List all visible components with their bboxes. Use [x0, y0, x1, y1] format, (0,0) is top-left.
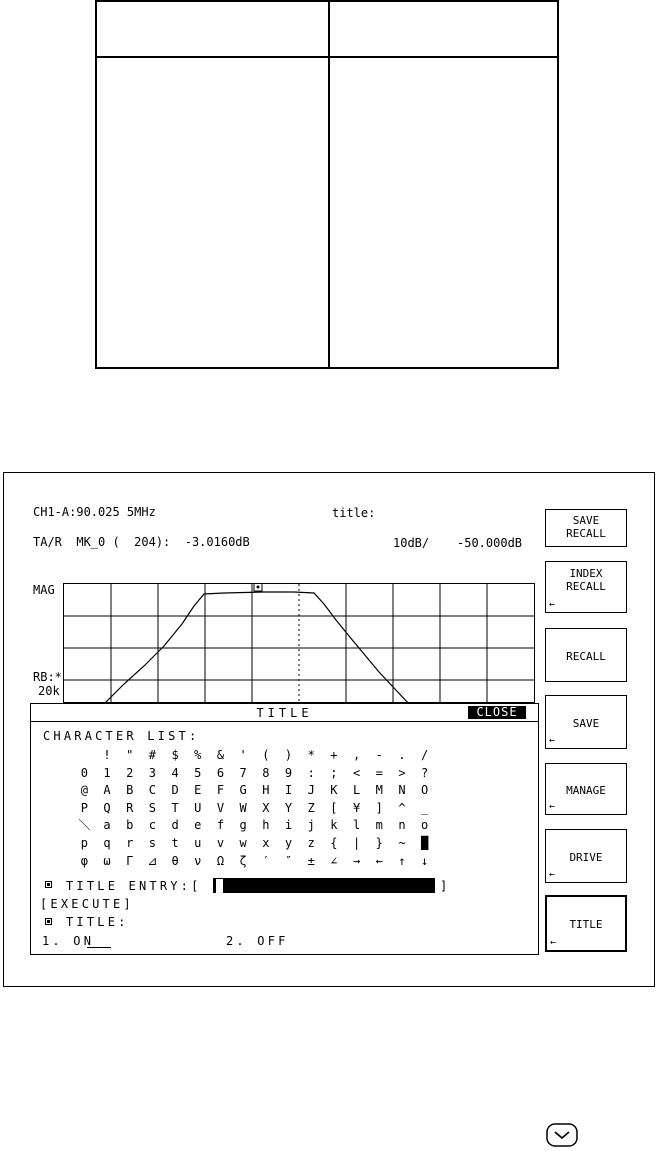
left-arrow-icon: ←	[549, 599, 556, 610]
character-key[interactable]: @	[80, 783, 88, 798]
character-key[interactable]: 9	[284, 765, 293, 780]
character-key[interactable]: ±	[307, 853, 315, 868]
character-row	[73, 800, 436, 818]
character-key[interactable]: ′	[262, 853, 270, 868]
title-switch-label: TITLE:	[66, 915, 129, 929]
character-key[interactable]: 0	[80, 765, 88, 780]
character-key[interactable]: E	[194, 783, 202, 798]
character-key[interactable]: ∠	[330, 853, 338, 868]
graticule	[64, 584, 535, 703]
title-on-option[interactable]	[42, 934, 94, 948]
left-arrow-icon: ←	[549, 735, 556, 746]
character-key[interactable]: ν	[194, 853, 202, 868]
character-key[interactable]: ζ	[239, 853, 247, 868]
character-key[interactable]: X	[262, 800, 270, 815]
character-key[interactable]: ω	[103, 853, 111, 868]
character-key[interactable]: M	[375, 783, 383, 798]
table-column-divider	[328, 2, 330, 367]
character-key[interactable]: x	[262, 835, 270, 850]
character-key[interactable]: ⊿	[147, 853, 158, 868]
character-key[interactable]: N	[398, 783, 406, 798]
character-key[interactable]: r	[126, 835, 134, 850]
character-key[interactable]: ^	[398, 800, 406, 815]
character-key[interactable]: 8	[262, 765, 270, 780]
character-key[interactable]: 4	[171, 765, 179, 780]
character-key[interactable]: -	[375, 748, 383, 762]
softkey-title[interactable]	[545, 895, 627, 952]
character-key[interactable]: <	[352, 765, 361, 780]
character-list-label: CHARACTER LIST:	[43, 729, 200, 743]
character-key[interactable]: Γ	[126, 853, 134, 868]
character-key[interactable]: =	[375, 765, 383, 780]
character-key[interactable]: o	[421, 818, 429, 833]
dialog-title: TITLE	[256, 706, 313, 720]
character-key[interactable]: y	[284, 835, 293, 850]
character-key[interactable]: >	[398, 765, 406, 780]
title-entry-input[interactable]	[213, 878, 435, 893]
rb-label: RB:*	[33, 670, 62, 684]
character-key[interactable]: )	[284, 748, 293, 762]
softkey-label: MANAGE	[566, 784, 606, 797]
character-key[interactable]: ＼	[78, 818, 91, 833]
character-key[interactable]: R	[126, 800, 134, 815]
character-key[interactable]: Y	[284, 800, 293, 815]
character-key[interactable]: T	[171, 800, 179, 815]
softkey-label: TITLE	[569, 918, 603, 931]
text-cursor	[216, 879, 223, 894]
character-key[interactable]: w	[239, 835, 247, 850]
character-key[interactable]: f	[216, 818, 225, 833]
character-key[interactable]: A	[103, 783, 111, 798]
softkey-recall[interactable]	[545, 628, 627, 682]
character-key[interactable]: .	[398, 748, 406, 762]
character-key[interactable]: L	[352, 783, 361, 798]
title-on-option-text: 1. ON	[42, 934, 95, 948]
character-key[interactable]: ~	[398, 835, 406, 850]
character-key[interactable]: 5	[194, 765, 202, 780]
character-key[interactable]: J	[307, 783, 315, 798]
character-key[interactable]: |	[352, 835, 361, 850]
title-entry-close-bracket: ]	[440, 879, 448, 893]
left-arrow-icon: ←	[549, 801, 556, 812]
character-key[interactable]: t	[171, 835, 179, 850]
title-entry-bullet-icon	[45, 881, 52, 888]
character-key[interactable]: m	[375, 818, 383, 833]
character-key[interactable]: F	[216, 783, 225, 798]
character-key[interactable]: ″	[284, 853, 293, 868]
character-key[interactable]: '	[239, 748, 247, 762]
character-key[interactable]: ↓	[421, 853, 429, 868]
left-arrow-icon: ←	[549, 869, 556, 880]
character-key[interactable]: K	[330, 783, 338, 798]
character-key[interactable]: W	[239, 800, 247, 815]
character-key[interactable]: b	[126, 818, 134, 833]
marker-readout: TA/R MK_0 ( 204): -3.0160dB	[33, 535, 250, 549]
character-key[interactable]: "	[126, 748, 134, 762]
character-row	[73, 835, 436, 853]
rb-value: 20k	[38, 684, 60, 698]
character-key[interactable]: {	[330, 835, 338, 850]
character-key[interactable]: Z	[307, 800, 315, 815]
softkey-save[interactable]	[545, 695, 627, 749]
character-row	[73, 747, 436, 765]
character-row	[73, 782, 436, 800]
magnitude-graph	[63, 583, 535, 703]
character-key[interactable]: O	[421, 783, 429, 798]
character-key[interactable]: q	[103, 835, 111, 850]
title-off-option[interactable]: 2. OFF	[226, 934, 289, 948]
close-button[interactable]: CLOSE	[468, 706, 526, 719]
character-key[interactable]: ↑	[398, 853, 406, 868]
character-key[interactable]: h	[262, 818, 270, 833]
character-key[interactable]: →	[352, 853, 361, 868]
character-key[interactable]: ;	[330, 765, 338, 780]
character-row	[73, 853, 436, 871]
character-key[interactable]: C	[148, 783, 157, 798]
character-key[interactable]: k	[330, 818, 338, 833]
character-key[interactable]: 1	[103, 765, 111, 780]
character-key[interactable]: _	[421, 800, 429, 815]
character-key[interactable]: Q	[103, 800, 111, 815]
character-key[interactable]: (	[262, 748, 270, 762]
title-switch-bullet-icon	[45, 918, 52, 925]
character-key[interactable]: j	[307, 818, 315, 833]
character-key[interactable]: ,	[352, 748, 361, 762]
character-key[interactable]: ?	[421, 765, 429, 780]
softkey-label: RECALL	[566, 650, 606, 663]
scale-readout: 10dB/	[393, 536, 430, 550]
character-key[interactable]: z	[307, 835, 315, 850]
character-key[interactable]: B	[126, 783, 134, 798]
character-key[interactable]: u	[194, 835, 202, 850]
character-key[interactable]: $	[171, 748, 179, 762]
character-key[interactable]: H	[262, 783, 270, 798]
character-key[interactable]: g	[239, 818, 247, 833]
character-key[interactable]: 2	[126, 765, 134, 780]
character-key[interactable]: █	[421, 835, 429, 850]
character-key[interactable]: c	[148, 818, 157, 833]
character-key[interactable]: v	[216, 835, 225, 850]
softkey-manage[interactable]	[545, 763, 627, 815]
character-key[interactable]: D	[171, 783, 179, 798]
character-grid	[73, 747, 436, 870]
title-entry-label: TITLE ENTRY:[	[66, 879, 202, 893]
softkey-label: SAVE RECALL	[566, 514, 606, 540]
character-key[interactable]: [	[330, 800, 338, 815]
left-arrow-icon: ←	[550, 937, 557, 948]
character-key[interactable]	[73, 747, 96, 765]
character-key[interactable]: U	[194, 800, 202, 815]
character-key[interactable]: ¥	[352, 800, 361, 815]
title-readout-label: title:	[332, 506, 376, 520]
character-key[interactable]: :	[307, 765, 315, 780]
character-key[interactable]: %	[194, 748, 202, 762]
character-key[interactable]: s	[148, 835, 157, 850]
softkey-label: DRIVE	[569, 851, 603, 864]
character-key[interactable]: !	[103, 748, 111, 762]
character-key[interactable]: +	[330, 748, 338, 762]
character-key[interactable]: /	[421, 748, 429, 762]
character-row	[73, 765, 436, 783]
character-key[interactable]: 7	[239, 765, 247, 780]
table-header-divider	[97, 56, 557, 58]
dialog-title-bar	[31, 704, 538, 722]
character-key[interactable]: a	[103, 818, 111, 833]
character-key[interactable]: i	[284, 818, 293, 833]
softkey-save-recall[interactable]	[545, 509, 627, 547]
softkey-drive[interactable]	[545, 829, 627, 883]
character-key[interactable]: e	[194, 818, 202, 833]
character-key[interactable]: d	[171, 818, 179, 833]
character-key[interactable]: n	[398, 818, 406, 833]
execute-button[interactable]: [EXECUTE]	[40, 897, 134, 911]
character-key[interactable]: *	[307, 748, 315, 762]
ref-level-readout: -50.000dB	[457, 536, 523, 550]
character-key[interactable]: p	[80, 835, 88, 850]
character-key[interactable]: θ	[171, 853, 179, 868]
character-key[interactable]: P	[80, 800, 88, 815]
mag-label: MAG	[33, 583, 55, 597]
softkey-label: SAVE	[572, 717, 600, 730]
character-key[interactable]: Ω	[216, 853, 225, 868]
character-key[interactable]: 3	[148, 765, 157, 780]
character-key[interactable]: #	[148, 748, 157, 762]
character-key[interactable]: }	[375, 835, 383, 850]
character-key[interactable]: V	[216, 800, 225, 815]
character-key[interactable]: I	[284, 783, 293, 798]
selected-underline	[87, 947, 111, 948]
character-key[interactable]: l	[352, 818, 361, 833]
character-key[interactable]: &	[216, 748, 225, 762]
empty-table	[95, 0, 559, 369]
chevron-down-icon[interactable]	[546, 1123, 578, 1147]
character-key[interactable]: φ	[80, 853, 88, 868]
character-key[interactable]: S	[148, 800, 157, 815]
character-key[interactable]: G	[239, 783, 247, 798]
character-row	[73, 817, 436, 835]
character-key[interactable]: 6	[216, 765, 225, 780]
softkey-label: INDEX RECALL	[566, 567, 606, 593]
character-key[interactable]: ←	[375, 853, 383, 868]
channel-readout: CH1-A:90.025 5MHz	[33, 505, 156, 519]
character-key[interactable]: ]	[375, 800, 383, 815]
softkey-index-recall[interactable]	[545, 561, 627, 613]
